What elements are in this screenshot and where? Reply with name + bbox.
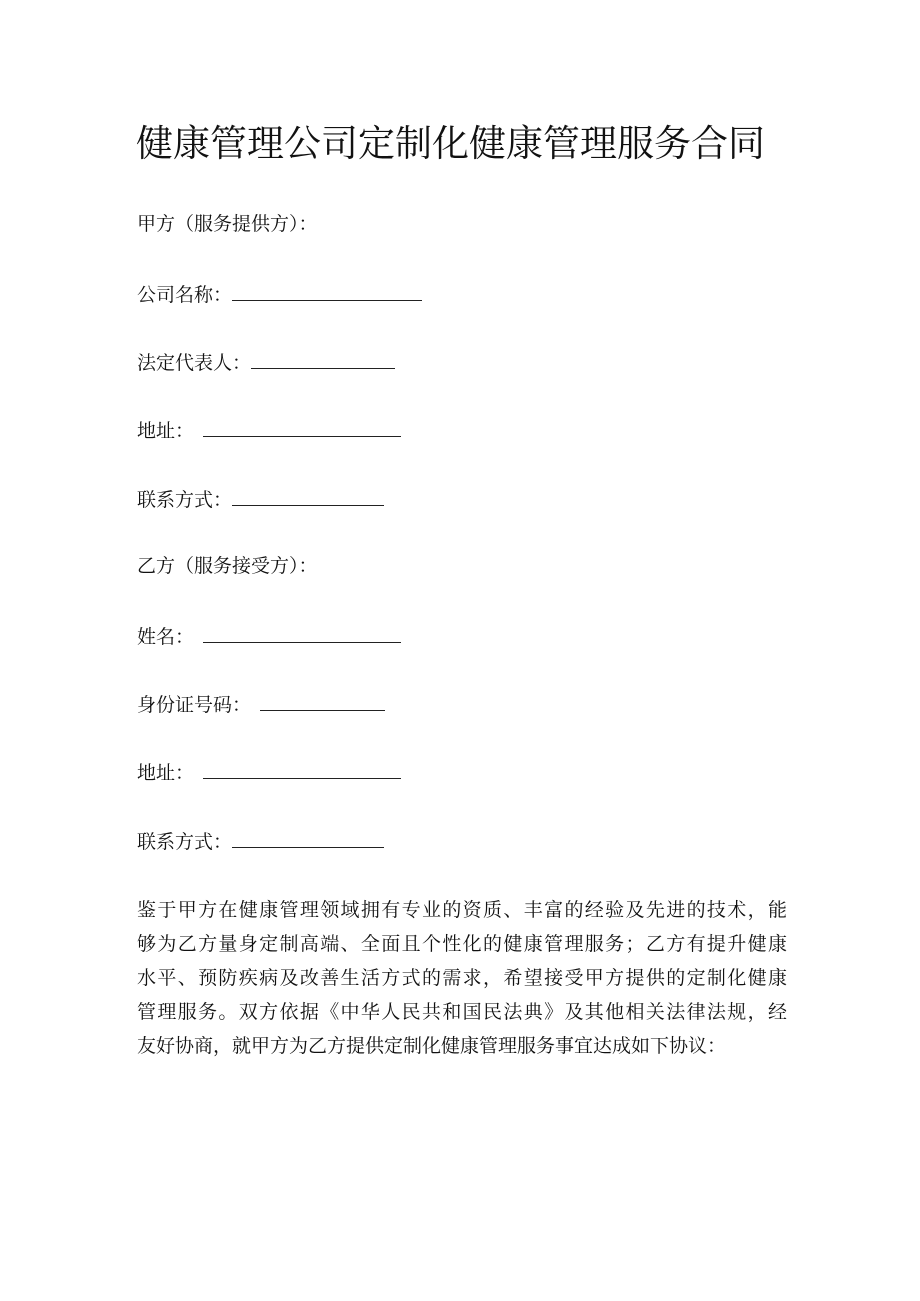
preamble-line: 够为乙方量身定制高端、全面且个性化的健康管理服务；乙方有提升健康 [137,933,787,955]
preamble-line: 水平、预防疾病及改善生活方式的需求，希望接受甲方提供的定制化健康 [137,967,787,989]
company-name-blank [232,280,422,301]
party-a-contact-blank [232,485,384,506]
preamble-line: 管理服务。双方依据《中华人民共和国民法典》及其他相关法律法规，经 [137,1001,787,1023]
legal-rep-label: 法定代表人： [137,352,252,374]
party-b-address-row [137,758,401,786]
party-b-contact-label: 联系方式： [137,831,233,853]
party-a-address-row [137,416,401,444]
preamble-paragraph [137,893,787,1063]
legal-rep-blank [251,348,395,369]
party-a-heading-text: 甲方（服务提供方）： [137,213,318,235]
party-a-address-blank [203,416,401,437]
party-b-id-blank [260,690,385,711]
party-a-address-label: 地址： [137,420,195,442]
company-name-label: 公司名称： [137,284,233,306]
party-b-heading [137,553,318,579]
party-b-contact-row [137,827,384,855]
party-a-company-name-row [137,280,422,308]
party-b-id-row [137,690,385,718]
party-b-name-label: 姓名： [137,626,195,648]
party-b-name-blank [203,622,401,643]
party-b-address-blank [203,758,401,779]
party-a-heading [137,211,318,237]
party-b-name-row [137,622,401,650]
document-title: 健康管理公司定制化健康管理服务合同 [136,122,765,165]
party-b-heading-text: 乙方（服务接受方）： [137,555,318,577]
party-b-id-label: 身份证号码： [137,694,252,716]
party-b-contact-blank [232,827,384,848]
preamble-line: 鉴于甲方在健康管理领域拥有专业的资质、丰富的经验及先进的技术，能 [137,899,787,921]
preamble-line: 友好协商，就甲方为乙方提供定制化健康管理服务事宜达成如下协议： [137,1035,727,1057]
party-b-address-label: 地址： [137,762,195,784]
party-a-contact-label: 联系方式： [137,489,233,511]
party-a-legal-rep-row [137,348,395,376]
party-a-contact-row [137,485,384,513]
